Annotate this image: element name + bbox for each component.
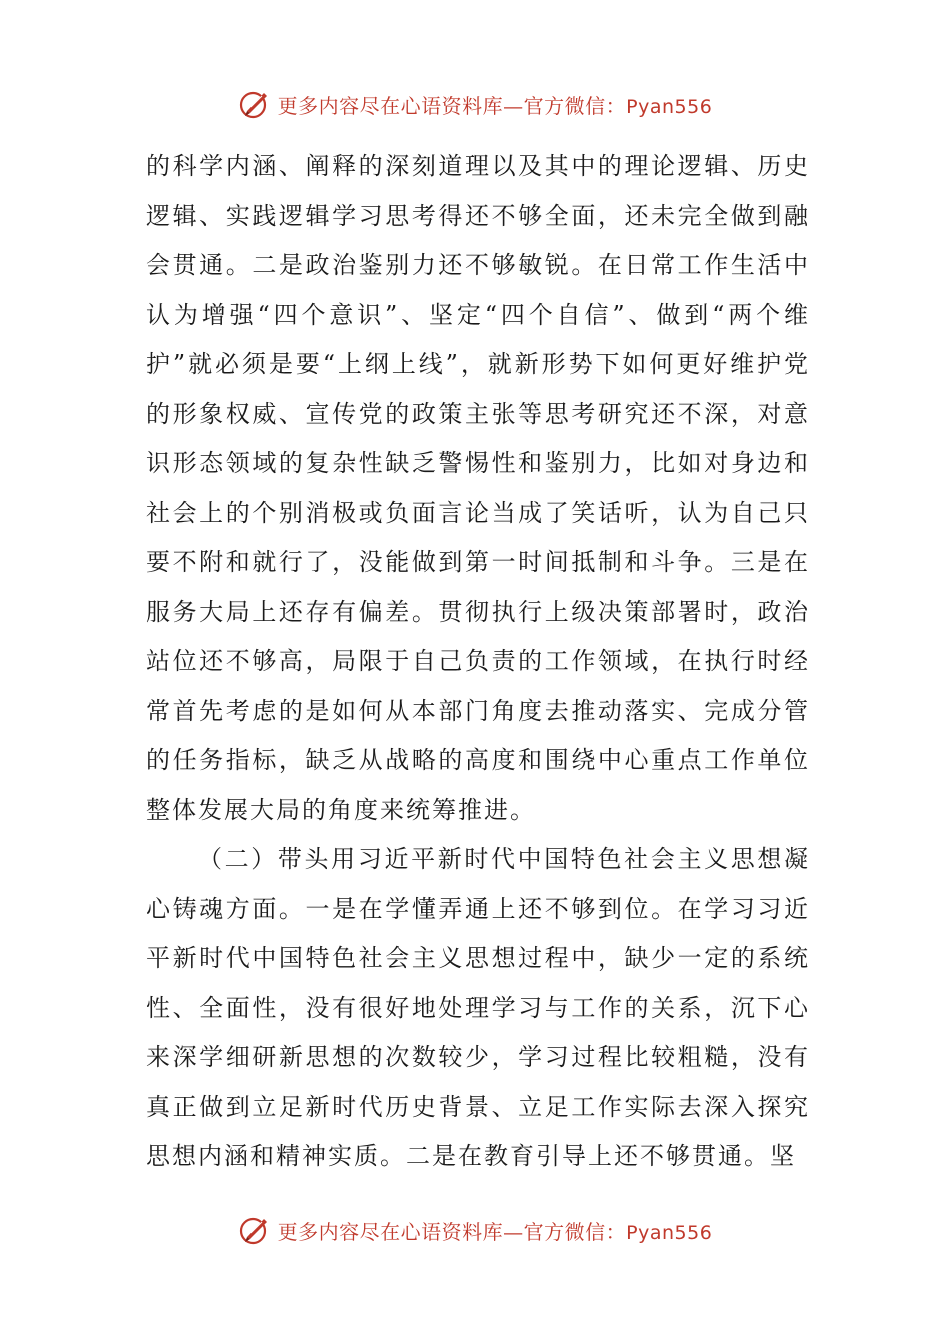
quill-pen-logo-icon bbox=[238, 87, 272, 121]
paragraph-section-2: （二）带头用习近平新时代中国特色社会主义思想凝心铸魂方面。一是在学懂弄通上还不够到位。在学习习近平新时代中国特色社会主义思想过程中，缺少一定的系统性、全面性，没有很好地处理学习与工作的关系，沉下心来深学细研新思想的次数较少，学习过程比较粗糙，没有真正做到立足新时代历史背景、立足工作实际去深入探究思想内涵和精神实质。二是在教育引导上还不够贯通。坚 bbox=[146, 845, 810, 1170]
header-wechat-id: Pyan556 bbox=[626, 95, 713, 118]
header-banner-text: 更多内容尽在心语资料库—官方微信：Pyan556 bbox=[277, 93, 713, 118]
quill-pen-logo-icon bbox=[238, 1213, 272, 1247]
footer-banner bbox=[0, 1210, 950, 1250]
footer-banner-text: 更多内容尽在心语资料库—官方微信：Pyan556 bbox=[277, 1219, 713, 1244]
paragraph-continued: 的科学内涵、阐释的深刻道理以及其中的理论逻辑、历史逻辑、实践逻辑学习思考得还不够全面，还未完全做到融会贯通。二是政治鉴别力还不够敏锐。在日常工作生活中认为增强“四个意识”、坚定“四个自信”、做到“两个维护”就必须是要“上纲上线”，就新形势下如何更好维护党的形象权威、宣传党的政策主张等思考研究还不深，对意识形态领域的复杂性缺乏警惕性和鉴别力，比如对身边和社会上的个别消极或负面言论当成了笑话听，认为自己只要不附和就行了，没能做到第一时间抵制和斗争。三是在服务大局上还存有偏差。贯彻执行上级决策部署时，政治站位还不够高，局限于自己负责的工作领域，在执行时经常首先考虑的是如何从本部门角度去推动落实、完成分管的任务指标，缺乏从战略的高度和围绕中心重点工作单位整体发展大局的角度来统筹推进。 bbox=[146, 152, 810, 824]
header-banner bbox=[0, 84, 950, 124]
document-body bbox=[146, 142, 810, 1182]
footer-wechat-id: Pyan556 bbox=[626, 1221, 713, 1244]
